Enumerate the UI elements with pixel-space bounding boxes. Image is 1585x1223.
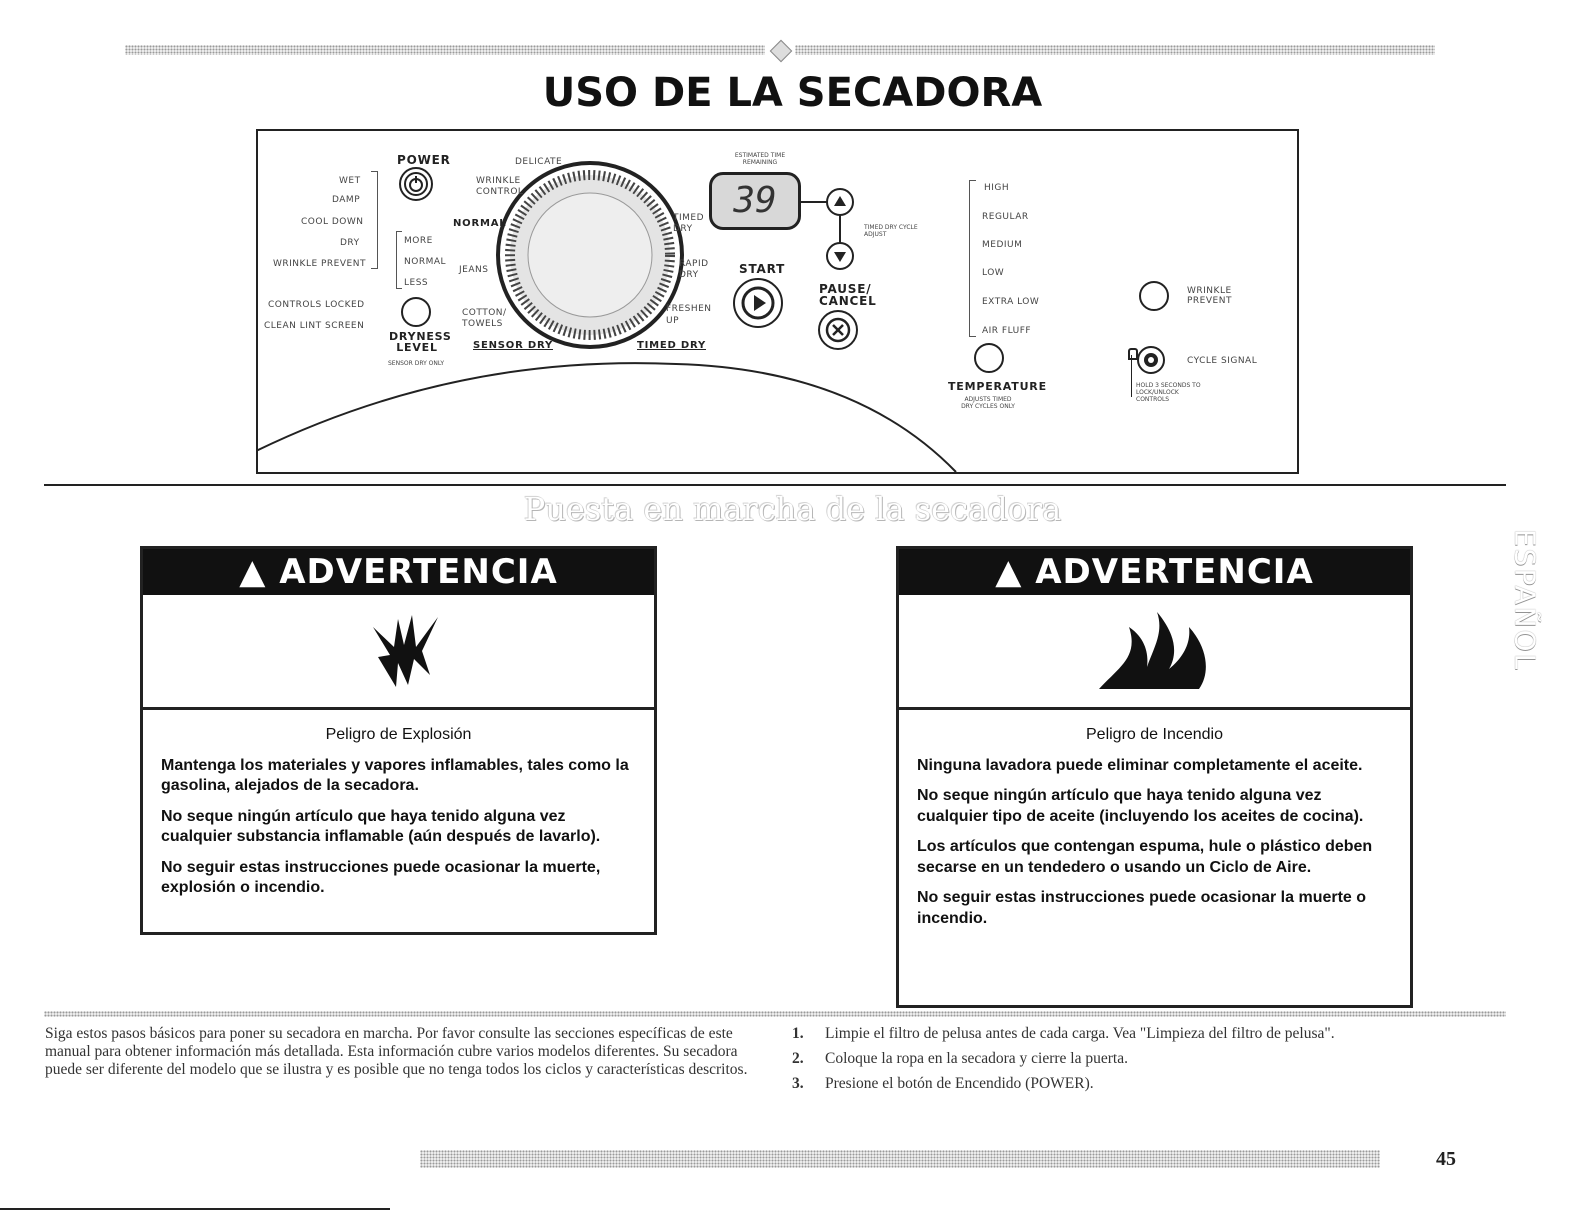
intro-paragraph: Siga estos pasos básicos para poner su secadora en marcha. Por favor consulte las secciones específicas de este manual para obtener información más detallada. Esta información cubre varios modelos diferentes. Su secadora puede ser diferente del modelo que se ilustra y es posible que no tenga todos los ciclos y características descritos. <box>45 1025 748 1078</box>
indicator-dry: DRY <box>340 238 360 248</box>
diamond-ornament-icon <box>770 40 793 63</box>
controls-locked-label: CONTROLS LOCKED <box>268 300 365 310</box>
bell-icon <box>1139 348 1163 372</box>
temp-regular: REGULAR <box>982 212 1029 222</box>
temp-low: LOW <box>982 268 1005 278</box>
arrow-up-icon <box>828 190 852 214</box>
cycle-delicate: DELICATE <box>515 157 563 167</box>
temperature-note: ADJUSTS TIMED DRY CYCLES ONLY <box>961 396 1015 410</box>
footer-decorative-rule <box>420 1150 1380 1168</box>
top-decorative-rule-right <box>795 45 1435 55</box>
step-number: 3. <box>792 1075 804 1092</box>
step-text: Coloque la ropa en la secadora y cierre la puerta. <box>825 1050 1128 1067</box>
sensor-dry-group: SENSOR DRY <box>473 340 553 351</box>
temperature-bracket <box>969 180 976 337</box>
list-item <box>792 1075 1492 1100</box>
warning-body <box>917 725 1392 939</box>
indicator-bracket <box>371 171 378 269</box>
power-button[interactable] <box>399 167 433 201</box>
dryness-bracket <box>396 231 402 289</box>
indicator-wet: WET <box>339 176 361 186</box>
side-tab-label: ESPAÑOL <box>1508 528 1542 672</box>
page-number: 45 <box>1436 1148 1456 1170</box>
power-icon <box>401 169 431 199</box>
play-icon <box>735 280 781 326</box>
dryness-more: MORE <box>404 236 433 246</box>
warning-triangle-icon: ▲ <box>239 552 267 592</box>
dryness-less: LESS <box>404 278 429 288</box>
step-text: Presione el botón de Encendido (POWER). <box>825 1075 1094 1092</box>
warning-fire <box>896 546 1413 1008</box>
hazard-title: Peligro de Incendio <box>1086 726 1223 743</box>
warning-icon-area <box>143 595 654 710</box>
fire-icon <box>1099 607 1214 691</box>
cycle-wrinkle-control: WRINKLE CONTROL <box>476 176 524 197</box>
temp-extra-low: EXTRA LOW <box>982 297 1040 307</box>
top-decorative-rule <box>125 45 765 55</box>
warning-paragraph: Los artículos que contengan espuma, hule o plástico deben secarse en un tendedero o usando un Ciclo de Aire. <box>917 838 1373 876</box>
time-up-button[interactable] <box>826 188 854 216</box>
timed-dry-group: TIMED DRY <box>637 340 707 351</box>
hold-note: HOLD 3 SECONDS TO LOCK/UNLOCK CONTROLS <box>1136 382 1201 403</box>
pause-cancel-label: PAUSE/ CANCEL <box>819 282 877 308</box>
dryness-level-label: DRYNESS LEVEL <box>389 330 452 354</box>
step-text: Limpie el filtro de pelusa antes de cada carga. Vea "Limpieza del filtro de pelusa". <box>825 1025 1335 1042</box>
cycle-normal: NORMAL <box>453 218 507 229</box>
indicator-damp: DAMP <box>332 195 361 205</box>
cycle-freshen-up: FRESHEN UP <box>666 304 712 326</box>
warning-triangle-icon: ▲ <box>995 552 1023 592</box>
arrow-down-icon <box>828 244 852 268</box>
wrinkle-prevent-button[interactable] <box>1139 281 1169 311</box>
display-connector <box>801 201 827 203</box>
explosion-icon <box>368 607 440 691</box>
warning-header <box>143 549 654 595</box>
dryness-level-button[interactable] <box>401 297 431 327</box>
warning-explosion <box>140 546 657 935</box>
warning-header-label: ADVERTENCIA <box>1035 552 1314 592</box>
warning-body <box>161 725 636 909</box>
language-side-tab <box>1505 530 1545 670</box>
timed-dry-adjust-label: TIMED DRY CYCLE ADJUST <box>864 224 918 238</box>
cycle-rapid-dry: RAPID DRY <box>679 259 709 280</box>
cancel-icon <box>820 312 856 348</box>
cycle-signal-button[interactable] <box>1137 346 1165 374</box>
list-item <box>792 1025 1492 1050</box>
temp-high: HIGH <box>984 183 1010 193</box>
cycle-signal-label: CYCLE SIGNAL <box>1187 356 1258 366</box>
steps-list <box>792 1025 1492 1100</box>
body-separator <box>44 1011 1506 1017</box>
wrinkle-prevent-label: WRINKLE PREVENT <box>1187 286 1232 306</box>
power-label: POWER <box>397 153 451 167</box>
warning-paragraph: Ninguna lavadora puede eliminar completamente el aceite. <box>917 756 1363 774</box>
indicator-wrinkle-prevent: WRINKLE PREVENT <box>273 259 366 269</box>
temp-medium: MEDIUM <box>982 240 1023 250</box>
cycle-jeans: JEANS <box>459 265 489 275</box>
page-title: USO DE LA SECADORA <box>542 70 1043 116</box>
section-subtitle: Puesta en marcha de la secadora <box>523 490 1062 528</box>
dryness-normal: NORMAL <box>404 257 447 267</box>
cycle-timed-dry: TIMED DRY <box>673 213 705 234</box>
bottom-edge-rule <box>0 1208 390 1210</box>
hazard-title: Peligro de Explosión <box>325 726 472 743</box>
time-down-button[interactable] <box>826 242 854 270</box>
time-display: 39 <box>709 172 801 230</box>
start-label: START <box>739 262 786 276</box>
step-number: 2. <box>792 1050 804 1067</box>
pause-cancel-button[interactable] <box>818 310 858 350</box>
warning-paragraph: No seque ningún artículo que haya tenido alguna vez cualquier substancia inflamable (aún después de lavarlo). <box>161 807 601 845</box>
step-number: 1. <box>792 1025 804 1042</box>
clean-lint-screen-label: CLEAN LINT SCREEN <box>264 321 365 331</box>
list-item <box>792 1050 1492 1075</box>
start-button[interactable] <box>733 278 783 328</box>
warning-paragraph: Mantenga los materiales y vapores inflamables, tales como la gasolina, alejados de la secadora. <box>161 756 629 794</box>
warning-header <box>899 549 1410 595</box>
warning-icon-area <box>899 595 1410 710</box>
temperature-button[interactable] <box>974 343 1004 373</box>
lock-icon <box>1128 348 1138 360</box>
warning-paragraph: No seguir estas instrucciones puede ocasionar la muerte, explosión o incendio. <box>161 858 601 896</box>
sensor-dry-only-note: SENSOR DRY ONLY <box>388 360 445 367</box>
section-rule <box>44 484 1506 486</box>
temp-air-fluff: AIR FLUFF <box>982 326 1032 336</box>
temperature-label: TEMPERATURE <box>948 380 1047 393</box>
warning-paragraph: No seguir estas instrucciones puede ocasionar la muerte o incendio. <box>917 889 1367 927</box>
warning-header-label: ADVERTENCIA <box>279 552 558 592</box>
indicator-cool-down: COOL DOWN <box>301 217 364 227</box>
hold-note-bracket <box>1131 355 1132 397</box>
warning-paragraph: No seque ningún artículo que haya tenido alguna vez cualquier tipo de aceite (incluyendo los aceites de cocina). <box>917 787 1364 825</box>
estimated-time-label: ESTIMATED TIME REMAINING <box>734 152 786 166</box>
cycle-cotton-towels: COTTON/ TOWELS <box>462 308 507 329</box>
